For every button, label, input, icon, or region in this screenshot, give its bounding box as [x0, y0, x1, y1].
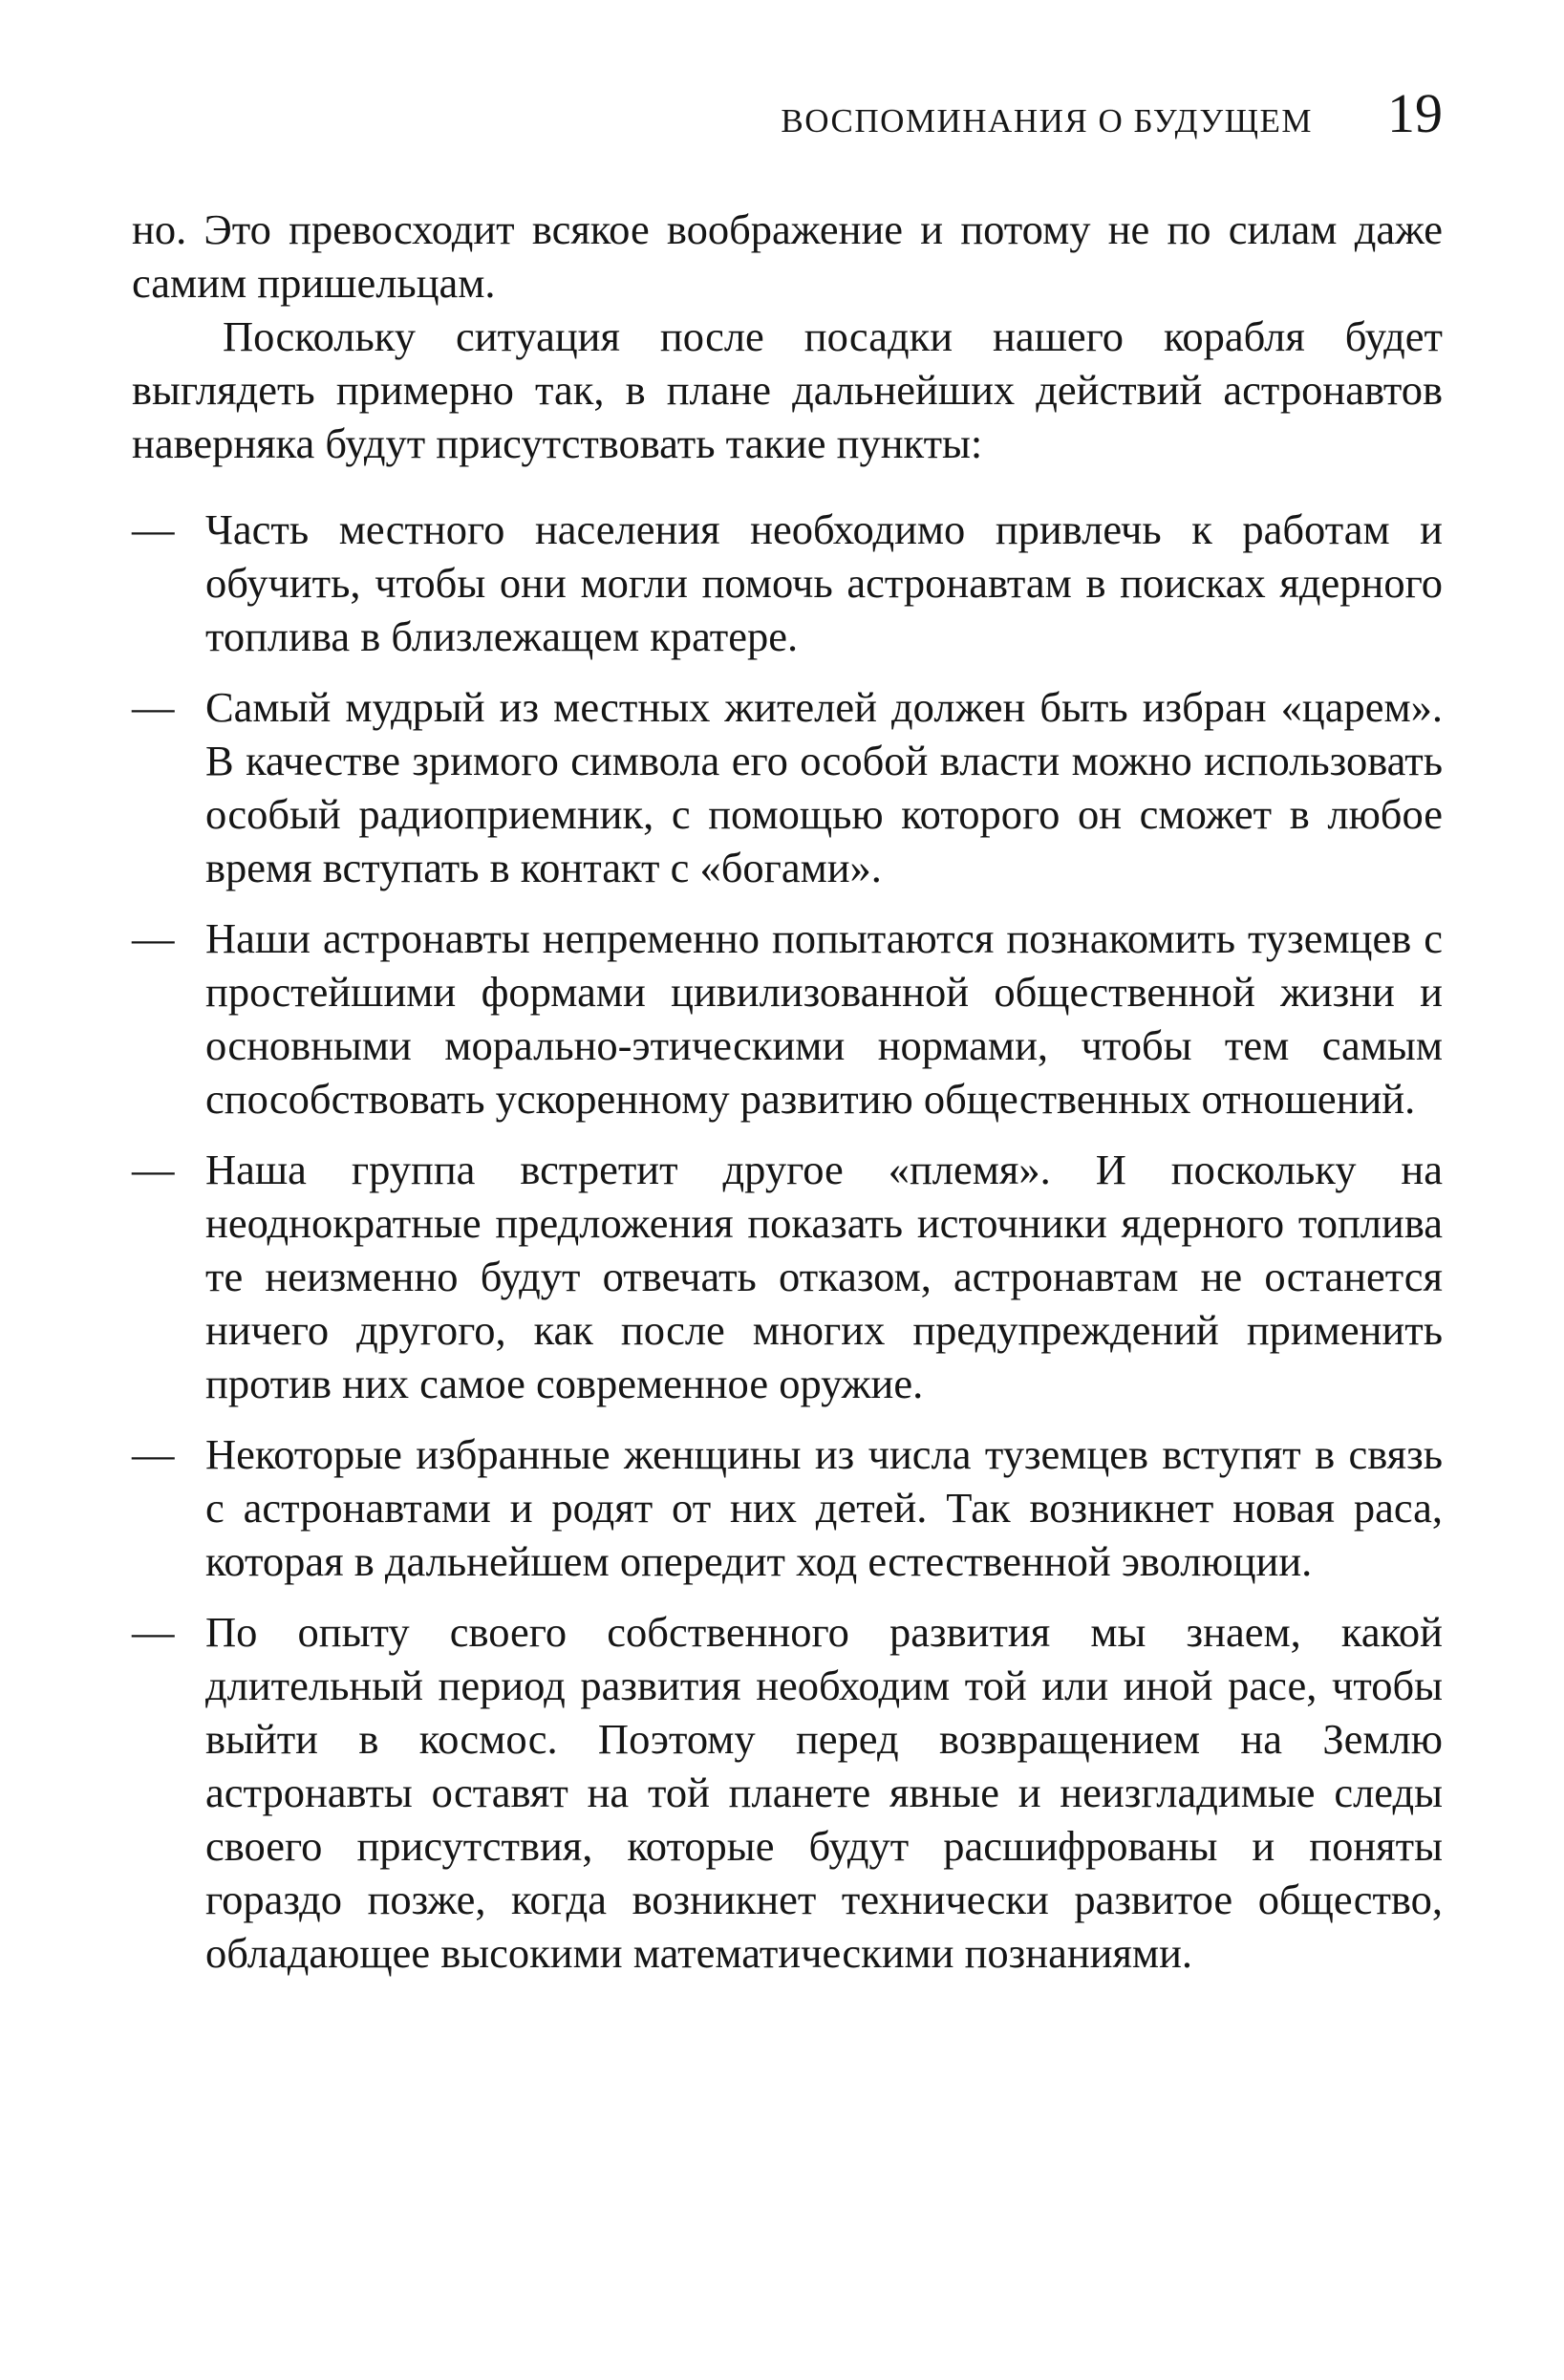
page-number: 19 — [1387, 82, 1443, 144]
list-item-text: Некоторые избранные женщины из числа туземцев вступят в связь с астронавтами и родят от них детей. Так возникнет новая раса, которая в дальнейшем опередит ход естественной эволюции. — [205, 1430, 1443, 1585]
dash-bullet: — — [132, 1430, 175, 1478]
list-item — [132, 911, 1443, 1126]
list-item — [132, 1143, 1443, 1410]
list-item — [132, 1605, 1443, 1980]
list-item-text: Часть местного населения необходимо привлечь к работам и обучить, чтобы они могли помочь астронавтам в поисках ядерного топлива в близлежащем кратере. — [205, 505, 1443, 660]
paragraph-intro: Поскольку ситуация после посадки нашего корабля будет выглядеть примерно так, в плане дальнейших действий астронавтов наверняка будут присутствовать такие пункты: — [132, 312, 1443, 467]
action-list — [132, 503, 1443, 1980]
list-item-text: Наша группа встретит другое «племя». И поскольку на неоднократные предложения показать источники ядерного топлива те неизменно будут отвечать отказом, астронавтам не останется ничего другого, как после многих предупреждений применить против них самое современное оружие. — [205, 1146, 1443, 1407]
book-page — [132, 82, 1443, 1997]
dash-bullet: — — [132, 683, 175, 731]
list-item — [132, 503, 1443, 663]
dash-bullet: — — [132, 1146, 175, 1193]
running-title: ВОСПОМИНАНИЯ О БУДУЩЕМ — [781, 102, 1313, 139]
dash-bullet: — — [132, 914, 175, 962]
list-item — [132, 680, 1443, 894]
dash-bullet: — — [132, 1608, 175, 1656]
body-text — [132, 203, 1443, 1980]
list-item-text: Наши астронавты непременно попытаются познакомить туземцев с простейшими формами цивилизованной общественной жизни и основными морально-этическими нормами, чтобы тем самым способствовать ускоренному развитию общественных отношений. — [205, 914, 1443, 1123]
list-item-text: По опыту своего собственного развития мы знаем, какой длительный период развития необходим той или иной расе, чтобы выйти в космос. Поэтому перед возвращением на Землю астронавты оставят на той планете явные и неизгладимые следы своего присутствия, которые будут расшифрованы и поняты гораздо позже, когда возникнет технически развитое общество, обладающее высокими математическими познаниями. — [205, 1608, 1443, 1977]
list-item-text: Самый мудрый из местных жителей должен быть избран «царем». В качестве зримого символа его особой власти можно использовать особый радиоприемник, с помощью которого он сможет в любое время вступать в контакт с «богами». — [205, 683, 1443, 891]
running-head — [132, 82, 1443, 155]
dash-bullet: — — [132, 505, 175, 553]
paragraph-continued: но. Это превосходит всякое воображение и потому не по силам даже самим пришельцам. — [132, 205, 1443, 307]
list-item — [132, 1427, 1443, 1588]
